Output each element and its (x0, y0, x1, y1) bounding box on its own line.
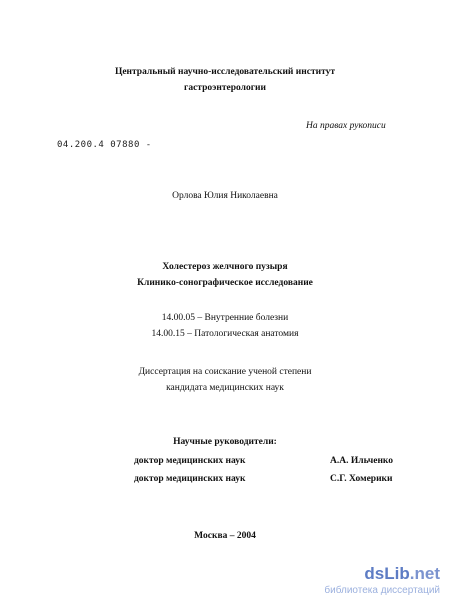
specialty-2: 14.00.15 – Патологическая анатомия (151, 329, 299, 339)
supervisors-heading: Научные руководители: (173, 437, 277, 447)
watermark-brand: dsLib (364, 564, 410, 583)
watermark-tld: .net (409, 564, 440, 583)
dissertation-subtitle: Клинико-сонографическое исследование (137, 278, 313, 288)
supervisor-1-title: доктор медицинских наук (134, 456, 246, 466)
watermark-logo (310, 565, 440, 583)
watermark-subtitle: библиотека диссертаций (324, 585, 440, 596)
institute-name-line1: Центральный научно-исследовательский институт (114, 67, 336, 77)
manuscript-note: На правах рукописи (306, 121, 386, 131)
institute-name-line2: гастроэнтерологии (184, 83, 266, 93)
degree-line1: Диссертация на соискание ученой степени (138, 367, 312, 377)
specialty-1: 14.00.05 – Внутренние болезни (161, 313, 289, 323)
supervisor-2-name: С.Г. Хомерики (330, 474, 393, 484)
dslib-watermark (310, 565, 440, 597)
supervisor-1-name: А.А. Ильченко (330, 456, 394, 466)
dissertation-title: Холестероз желчного пузыря (162, 262, 288, 272)
degree-line2: кандидата медицинских наук (166, 383, 284, 393)
place-year: Москва – 2004 (194, 531, 256, 541)
document-code: 04.200.4 07880 - (57, 140, 152, 150)
supervisor-2-title: доктор медицинских наук (134, 474, 246, 484)
author-name: Орлова Юлия Николаевна (172, 191, 278, 201)
